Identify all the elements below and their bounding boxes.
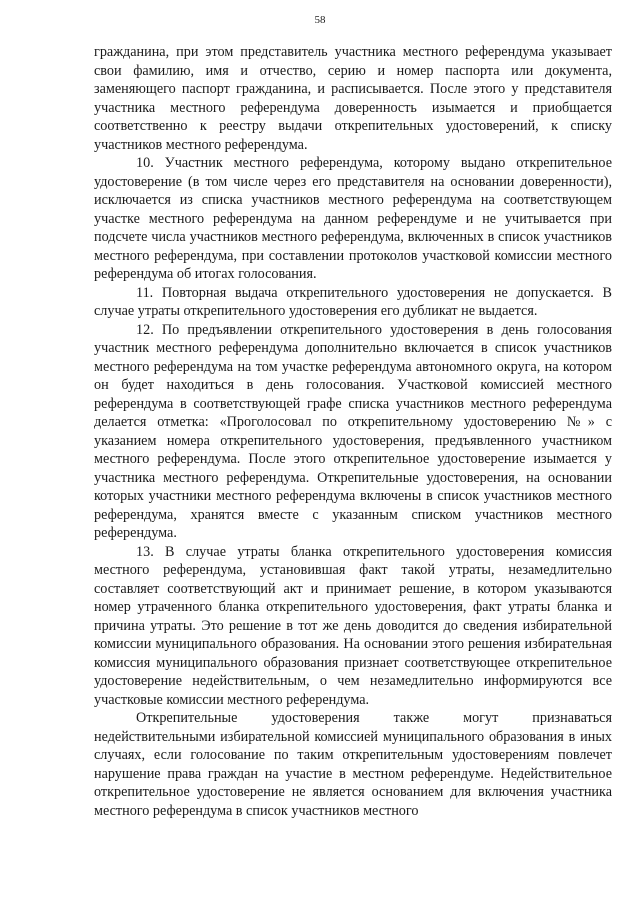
paragraph-13: 13. В случае утраты бланка открепительного удостоверения комиссия местного референдума, установившая факт такой утраты, незамедлительно составляет соответствующий акт и принимает решение, в котором указываются номер утраченного бланка открепительного удостоверения, факт утраты бланка и причина утраты. Это решение в тот же день доводится до сведения избирательной комиссии муниципального образования. На основании этого решения избирательная комиссия муниципального образования признает соответствующее открепительное удостоверение недействительным, о чем незамедлительно информируются все участковые комиссии местного референдума. [94,543,612,708]
paragraph-13-continuation: Открепительные удостоверения также могут признаваться недействительными избирательной комиссией муниципального образования в иных случаях, если голосование по таким открепительным удостоверениям повлечет нарушение права граждан на участие в местном референдуме. Недействительное открепительное удостоверение не является основанием для включения участника местного референдума в список участников местного [94,710,612,819]
page-number: 58 [314,14,326,26]
paragraph-continuation: гражданина, при этом представитель участника местного референдума указывает свои фамилию, имя и отчество, серию и номер паспорта или документа, заменяющего паспорт гражданина, и расписывается. После этого у представителя участника местного референдума доверенность изымается и приобщается соответственно к реестру выдачи открепительных удостоверений, к списку участников местного референдума. [94,44,612,153]
paragraph-12: 12. По предъявлении открепительного удостоверения в день голосования участник местного референдума дополнительно включается в список участников местного референдума на том участке референдума автономного округа, на котором он будет находиться в день голосования. Участковой комиссией местного референдума в соответствующей графе списка участников местного референдума делается отметка: «Проголосовал по открепительному удостоверению №» с указанием номера открепительного удостоверения, предъявленного участником местного референдума. После этого открепительное удостоверение изымается у участника местного референдума. Открепительные удостоверения, на основании которых участники местного референдума включены в список участников местного референдума, хранятся вместе с указанным списком участников местного референдума. [94,321,612,541]
paragraph-10: 10. Участник местного референдума, которому выдано открепительное удостоверение (в том числе через его представителя на основании доверенности), исключается из списка участников местного референдума на соответствующем участке местного референдума на данном референдуме и не учитывается при подсчете числа участников местного референдума, включенных в список участников местного референдума, при составлении протоколов участковой комиссии местного референдума об итогах голосования. [94,155,612,282]
document-body [94,43,612,820]
paragraph-11: 11. Повторная выдача открепительного удостоверения не допускается. В случае утраты открепительного удостоверения его дубликат не выдается. [94,284,612,319]
